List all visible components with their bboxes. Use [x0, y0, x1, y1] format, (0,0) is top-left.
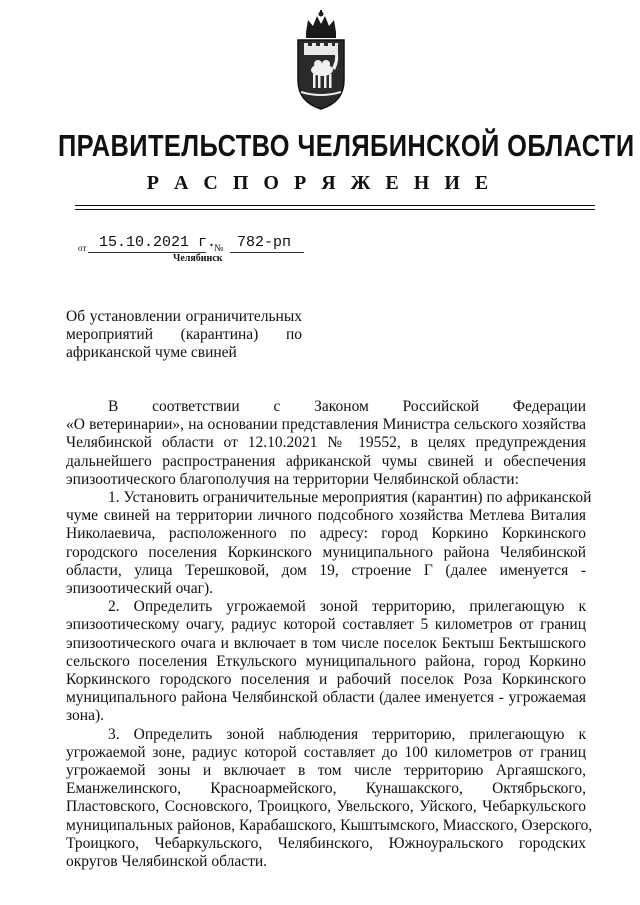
- body-line: Николаевича, расположенного по адресу: город Коркино Коркинского: [66, 525, 586, 543]
- body-line: городского поселения Коркинского муниципального района Челябинской: [66, 543, 586, 561]
- document-subject: [66, 308, 302, 362]
- body-line: угрожаемой зоны и включает в том числе территорию Аргаяшского,: [66, 762, 586, 780]
- body-line: зона).: [66, 707, 104, 725]
- body-line: Коркинского городского поселения и рабочий поселок Роза Коркинского: [66, 671, 586, 689]
- header-rule-top: [75, 205, 595, 206]
- body-line: Еманжелинского, Красноармейского, Кунашакского, Октябрьского,: [66, 780, 586, 798]
- coat-of-arms-icon: [291, 10, 351, 110]
- subject-line: Об установлении ограничительных: [66, 308, 302, 325]
- body-line: 2. Определить угрожаемой зоной территорию, прилегающую к: [108, 598, 586, 616]
- body-line: эпизоотического благополучия на территории Челябинской области:: [66, 470, 519, 488]
- body-line: муниципальных районов, Карабашского, Кыштымского, Миасского, Озерского,: [66, 816, 593, 834]
- body-line: эпизоотический очаг).: [66, 580, 213, 598]
- body-line: Пластовского, Сосновского, Троицкого, Увельского, Уйского, Чебаркульского: [66, 798, 586, 816]
- body-line: округов Челябинской области.: [66, 853, 268, 871]
- header-rule-bottom: [75, 209, 595, 210]
- body-line: Челябинской области от 12.10.2021 № 19552, в целях предупреждения: [66, 434, 586, 452]
- body-line: Троицкого, Чебаркульского, Челябинского, Южноуральского городских: [66, 834, 586, 852]
- body-line: эпизоотическому очагу, радиус которой составляет 5 километров от границ: [66, 616, 586, 634]
- body-line: В соответствии с Законом Российской Федерации: [108, 398, 586, 415]
- from-label: от: [78, 243, 87, 253]
- body-line: «О ветеринарии», на основании представления Министра сельского хозяйства: [66, 416, 586, 434]
- body-line: муниципального района Челябинской области (далее именуется - угрожаемая: [66, 689, 586, 707]
- document-date: 15.10.2021 г.: [99, 234, 217, 251]
- document-number: 782-рп: [237, 234, 292, 251]
- document-body: [66, 398, 593, 871]
- body-line: эпизоотического очага и включает в том числе поселок Бектыш Бектышского: [66, 634, 586, 652]
- document-type: Р А С П О Р Я Ж Е Н И Е: [146, 172, 494, 194]
- subject-line: мероприятий (карантина) по: [66, 326, 302, 343]
- subject-line: африканской чуме свиней: [66, 344, 237, 361]
- body-line: дальнейшего распространения африканской чумы свиней и обеспечения: [66, 452, 586, 470]
- body-line: 1. Установить ограничительные мероприятия (карантин) по африканской: [108, 489, 592, 507]
- number-label: №: [214, 243, 224, 254]
- city-name: Челябинск: [173, 253, 223, 264]
- number-underline: [230, 252, 304, 253]
- body-line: угрожаемой зоне, радиус которой составляет до 100 километров от границ: [66, 743, 586, 761]
- government-title: ПРАВИТЕЛЬСТВО ЧЕЛЯБИНСКОЙ ОБЛАСТИ: [57, 128, 635, 163]
- body-line: 3. Определить зоной наблюдения территорию, прилегающую к: [108, 725, 586, 743]
- body-line: чуме свиней на территории личного подсобного хозяйства Метлева Виталия: [66, 507, 586, 525]
- body-line: области, улица Терешковой, дом 19, строение Г (далее именуется -: [66, 561, 586, 579]
- body-line: сельского поселения Еткульского муниципального района, город Коркино: [66, 652, 586, 670]
